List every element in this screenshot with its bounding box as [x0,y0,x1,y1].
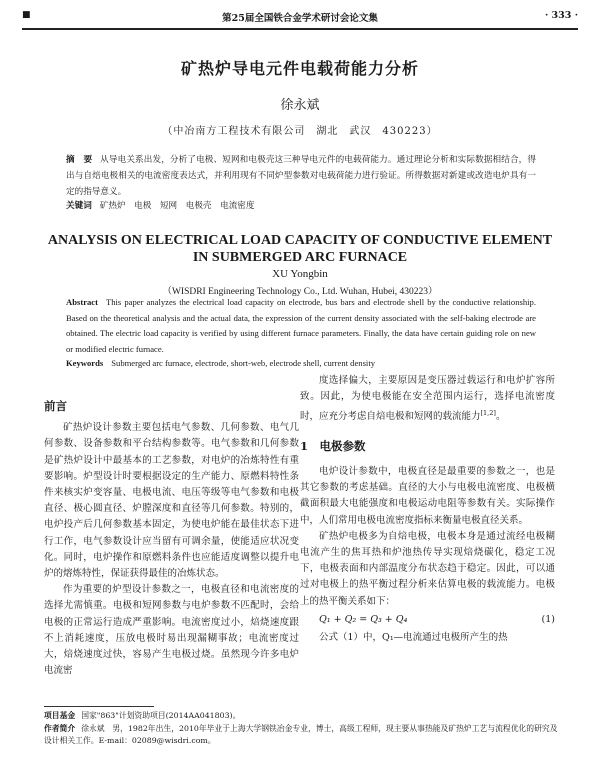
author-cn: 徐永斌 [280,98,320,113]
right-column [300,373,555,646]
footnote-fund [44,710,564,722]
electrode-paragraph-1: 电炉设计参数中，电极直径是最重要的参数之一，也是其它参数的考虑基础。直径的大小与电极电流密度、电极横截面积最大电能强度和电极运动电阻等参数有关。实际操作中，人们常用电极电流密度指标来衡量电极直径关系。 [300,465,555,526]
abstract-en-label: Abstract [66,297,98,307]
right-paragraph-continued-text: 度选择偏大，主要原因是变压器过载运行和电炉扩容所致。因此，为使电极能在安全范围内运行，选择电流密度时，应充分考虑自焙电极和短网的载流能力 [300,375,555,423]
preface-paragraph-2: 作为重要的炉型设计参数之一，电极直径和电流密度的选择尤需慎重。电极和短网参数与电炉参数不匹配时，会给电极的正常运行造成严重影响。电流密度过小，焙烧速度跟不上消耗速度，压放电极时易出现漏糊事故；电流密度过大，焙烧速度过快，容易产生电极过烧。虽然现今许多电炉电流密 [44,584,299,677]
header-proceedings-title: 第25届全国铁合金学术研讨会论文集 [222,13,378,24]
running-header [22,6,578,30]
abstract-cn [66,152,536,200]
keywords-cn-label: 关键词 [66,201,92,211]
right-paragraph-continued [300,373,555,426]
left-column [44,398,299,679]
equation-1-body: Q₁ + Q₂ = Q₃ + Q₄ [319,613,408,625]
abstract-cn-label: 摘 要 [66,155,93,165]
abstract-en [66,295,536,357]
paper-title-cn: 矿热炉导电元件电载荷能力分析 [180,59,419,78]
affiliation-cn: （中冶南方工程技术有限公司 湖北 武汉 430223） [162,126,438,137]
electrode-paragraph-3: 公式（1）中，Q₁—电流通过电极所产生的热 [319,632,508,643]
equation-1 [300,612,555,628]
paper-title-en: ANALYSIS ON ELECTRICAL LOAD CAPACITY OF CONDUCTIVE ELEMENT IN SUBMERGED ARC FURNACE [47,233,553,265]
footnote-fund-label: 项目基金 [44,711,76,720]
footnote-author-text: 徐永斌 男，1982年出生，2010年毕业于上海大学钢铁冶金专业，博士，高级工程师，现主要从事热能及矿热炉工艺与流程优化的研究及设计相关工作。E-mail：02089@wisdri.com。 [44,724,558,745]
keywords-cn [66,199,536,213]
author-en: XU Yongbin [272,268,328,280]
footnote-divider [44,706,154,707]
section-heading-preface: 前言 [44,399,67,413]
affiliation-en: （WISDRI Engineering Technology Co., Ltd. Wuhan, Hubei, 430223） [162,287,438,297]
keywords-en-label: Keywords [66,358,104,368]
section-heading-electrode: 1 电极参数 [300,438,366,453]
electrode-paragraph-2: 矿热炉电极多为自焙电极，电极本身是通过流经电极糊电流产生的焦耳热和炉池热传导实现焙烧碳化，稳定工况下，电极表面和内部温度分布状态趋于稳定。因此，可以通过对电极上的热平衡过程分析来估算电极的载流能力。电极上的热平衡关系如下： [300,530,555,607]
abstract-en-text: This paper analyzes the electrical load capacity on electrode, bus bars and electrode shell by the conductive relationship. Based on the theoretical analysis and the actual data, the expression of the current density associated with the self-baking electrode are obtained. The electric load capacity is verified by using different furnace parameters. Finally, the data have certain guiding role on new or modified electric furnace. [66,297,536,354]
header-page-number: · 333 · [544,10,578,21]
footnote-author-label: 作者简介 [44,724,76,733]
right-paragraph-continued-end: 。 [495,411,506,423]
preface-paragraph-1: 矿热炉设计参数主要包括电气参数、几何参数、电气几何参数、设备参数和平台结构参数等。电气参数和几何参数是矿热炉设计中最基本的工艺参数，对电炉的冶炼特性有重要影响。炉型设计时要根据设定的生产能力、原燃料特性条件来核实炉变容量、电极电流、电压等级等电气参数和电极直径、极心圆直径、炉膛深度和直径等几何参数。特别的，电炉投产后几何参数基本固定，为使电炉能在最佳状态下进行工作，电气参数设计应当留有可调余量，使能适应状况变化。同时，电炉操作和原燃料条件也应能适度调整以提升电炉的熔炼特性，保证获得最佳的冶炼状态。 [44,422,299,580]
keywords-en [66,356,536,370]
keywords-en-text: Submerged arc furnace, electrode, short-web, electrode shell, current density [111,358,375,368]
abstract-cn-text: 从导电关系出发，分析了电极、短网和电极壳这三种导电元件的电载荷能力。通过理论分析和实际数据相结合，得出与自焙电极相关的电流密度表达式，并利用现有不同炉型参数对电载荷能力进行验证。所得数据对新建或改造电炉具有一定的指导意义。 [66,155,536,197]
header-left-mark: ■ [22,10,31,20]
footnote-author [44,723,564,746]
footnote-fund-text: 国家"863"计划资助项目(2014AA041803)。 [81,711,241,720]
keywords-cn-text: 矿热炉 电极 短网 电极壳 电流密度 [99,201,255,211]
citation-ref: [1,2] [480,409,496,418]
equation-1-number: (1) [541,613,555,625]
